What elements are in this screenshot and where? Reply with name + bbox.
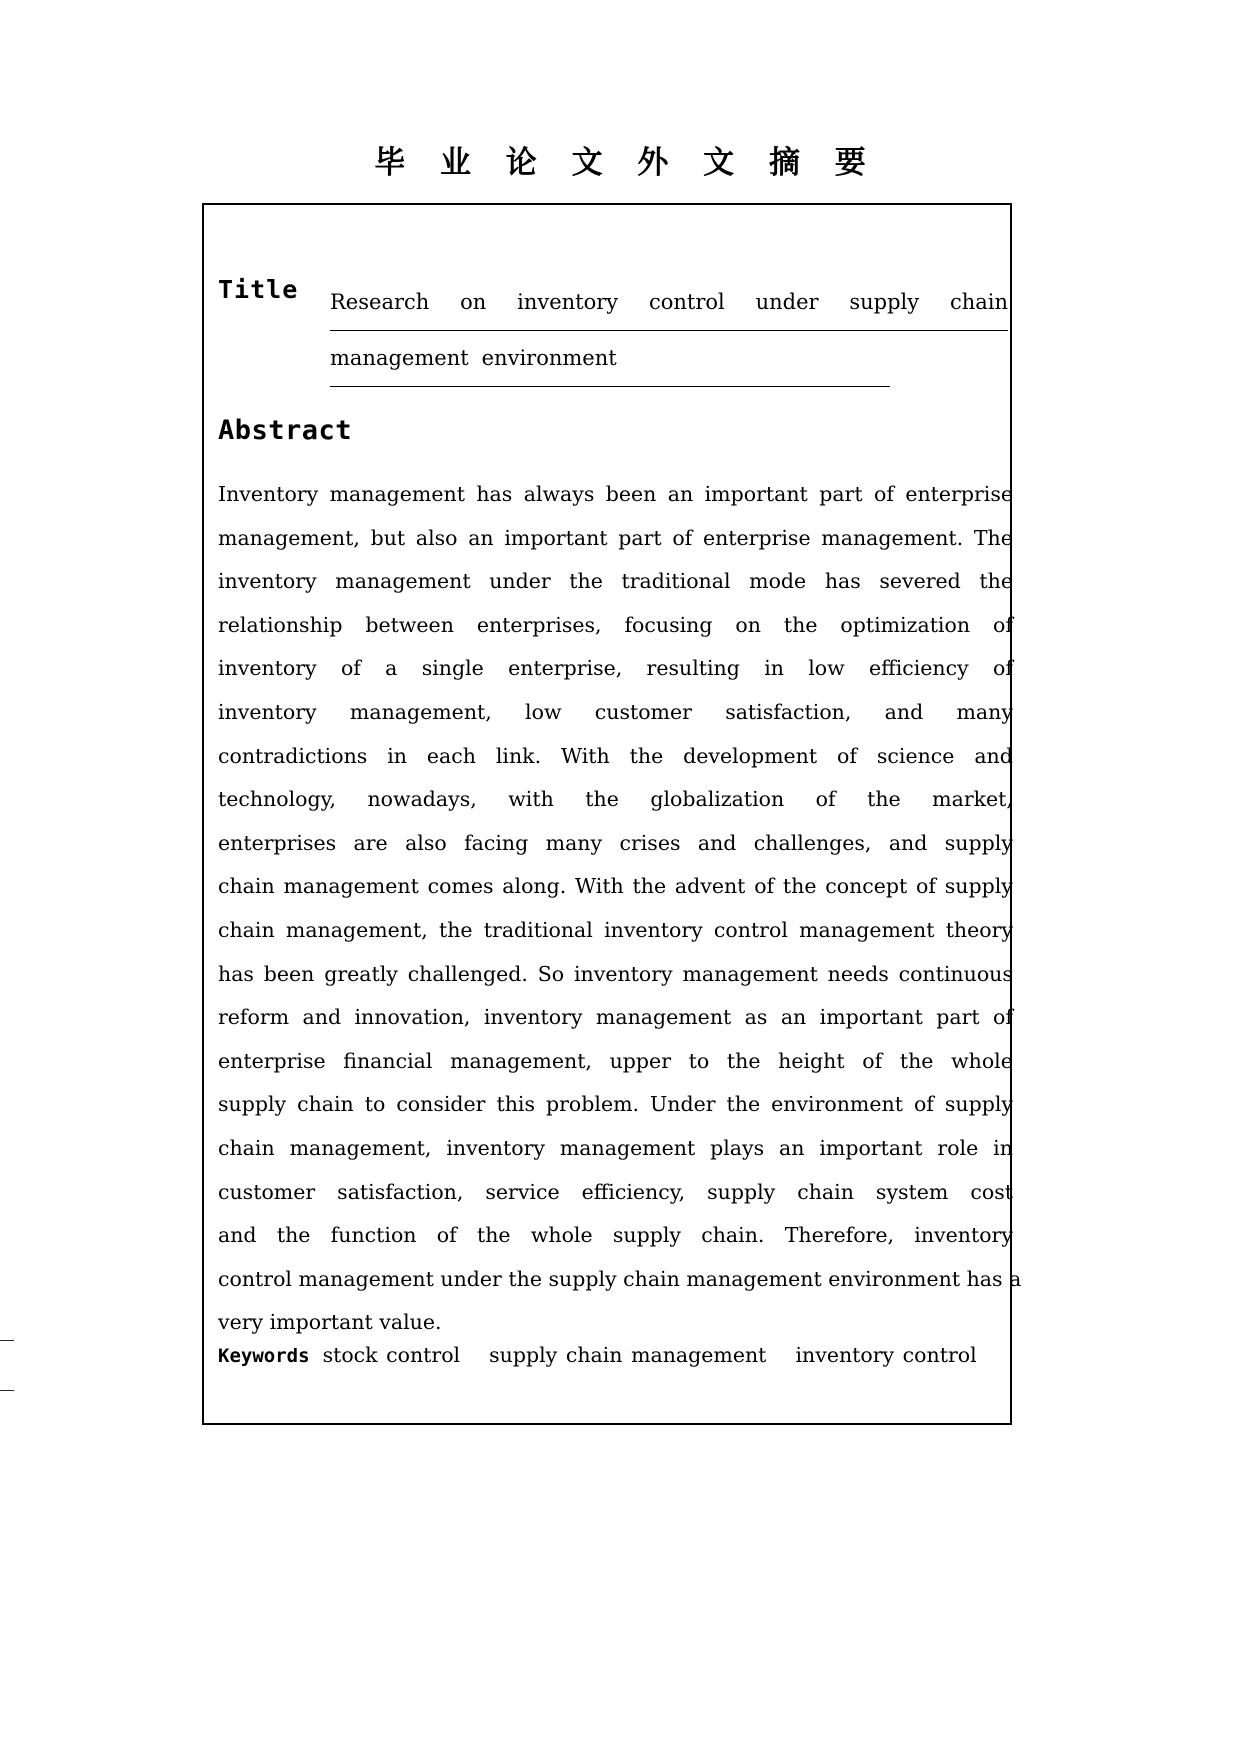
registration-tick <box>0 1340 14 1341</box>
abstract-line <box>218 822 1013 866</box>
page-title: 毕 业 论 文 外 文 摘 要 <box>374 145 878 181</box>
abstract-line-text: chain management, inventory management plays an important role in <box>218 1135 1013 1160</box>
abstract-line-text: has been greatly challenged. So inventory management needs continuous <box>218 961 1013 986</box>
abstract-line <box>218 1040 1013 1084</box>
abstract-line <box>218 1258 1022 1302</box>
abstract-line <box>218 1127 1013 1171</box>
abstract-line <box>218 1171 1013 1215</box>
abstract-line-text: contradictions in each link. With the development of science and <box>218 743 1013 768</box>
abstract-line-text: reform and innovation, inventory management as an important part of <box>218 1005 1013 1030</box>
abstract-line <box>218 865 1013 909</box>
abstract-heading: Abstract <box>218 415 353 446</box>
abstract-line-text: customer satisfaction, service efficiency, supply chain system cost <box>218 1179 1013 1204</box>
abstract-line <box>218 604 1013 648</box>
abstract-line <box>218 909 1013 953</box>
keywords-values: stock control supply chain management inventory control <box>322 1343 977 1367</box>
abstract-line-text: control management under the supply chain management environment has a <box>218 1266 1022 1291</box>
title-value <box>330 275 1008 387</box>
abstract-line <box>218 1083 1013 1127</box>
abstract-line-text: chain management comes along. With the advent of the concept of supply <box>218 874 1013 899</box>
title-line-2: management environment <box>330 331 890 387</box>
abstract-line-text: inventory management under the traditional mode has severed the <box>218 569 1013 594</box>
keywords-row <box>218 1340 1013 1371</box>
abstract-line: very important value. <box>218 1310 442 1335</box>
title-line-1: Research on inventory control under supply chain <box>330 275 1008 331</box>
abstract-line-text: enterprise financial management, upper to the height of the whole <box>218 1048 1013 1073</box>
abstract-line <box>218 1214 1013 1258</box>
abstract-line <box>218 473 1013 517</box>
abstract-line <box>218 735 1013 779</box>
frame-inner <box>210 205 1022 1423</box>
abstract-line <box>218 691 1013 735</box>
abstract-line-text: inventory management, low customer satisfaction, and many <box>218 699 1013 724</box>
keywords-label: Keywords <box>218 1345 310 1367</box>
abstract-line-text: Inventory management has always been an important part of enterprise <box>218 482 1013 506</box>
abstract-line <box>218 778 1013 822</box>
abstract-line-text: technology, nowadays, with the globalization of the market, <box>218 787 1013 812</box>
abstract-line-text: inventory of a single enterprise, resulting in low efficiency of <box>218 656 1013 681</box>
abstract-line-text: supply chain to consider this problem. Under the environment of supply <box>218 1092 1013 1117</box>
title-label: Title <box>218 275 299 304</box>
registration-tick <box>0 1390 14 1391</box>
abstract-frame <box>202 203 1022 1425</box>
abstract-line <box>218 647 1013 691</box>
abstract-line <box>218 953 1013 997</box>
abstract-line-text: management, but also an important part of enterprise management. The <box>218 525 1013 550</box>
abstract-line-text: chain management, the traditional inventory control management theory <box>218 917 1013 942</box>
abstract-line <box>218 560 1013 604</box>
abstract-line <box>218 996 1013 1040</box>
abstract-line-text: relationship between enterprises, focusing on the optimization of <box>218 612 1013 637</box>
abstract-line-text: and the function of the whole supply chain. Therefore, inventory <box>218 1223 1013 1248</box>
abstract-body <box>218 473 1022 1345</box>
abstract-line <box>218 517 1013 561</box>
abstract-line-text: enterprises are also facing many crises and challenges, and supply <box>218 830 1013 855</box>
